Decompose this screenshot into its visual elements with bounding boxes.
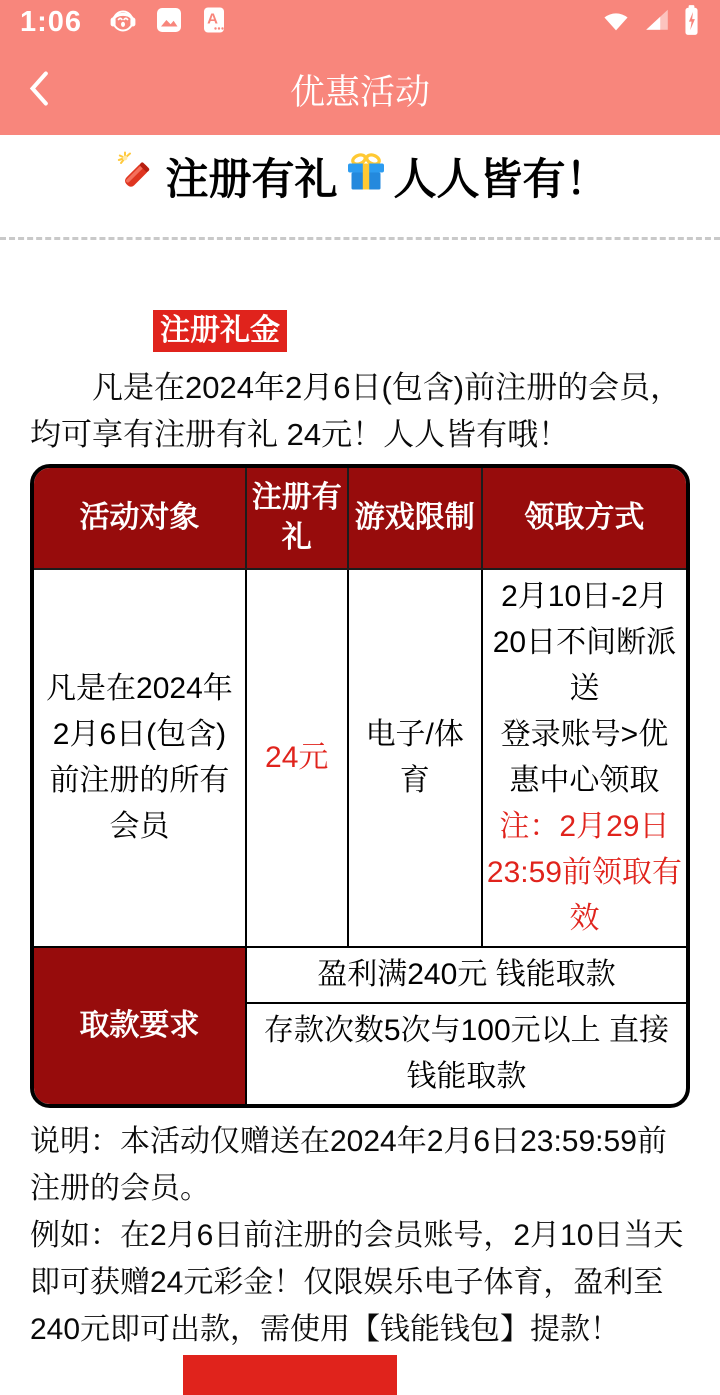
cell-claim-method (482, 569, 686, 947)
page-title: 优惠活动 (289, 73, 430, 112)
promo-table (30, 464, 690, 1108)
firecracker-icon (114, 149, 162, 211)
intro-paragraph: 凡是在2024年2月6日(包含)前注册的会员，均可享有注册有礼 24元！人人皆有哦！ (30, 370, 682, 452)
cell-game-limit: 电子/体育 (348, 569, 482, 947)
cell-audience: 凡是在2024年2月6日(包含)前注册的所有会员 (34, 569, 246, 947)
header-claim-method: 领取方式 (482, 468, 686, 569)
status-time: 1:06 (20, 6, 83, 38)
cell-withdraw-req-2: 存款次数5次与100元以上 直接钱能取款 (246, 1003, 686, 1104)
promo-title (0, 149, 720, 211)
header-game-limit: 游戏限制 (348, 468, 482, 569)
voice-assistant-icon (107, 4, 139, 41)
cell-withdraw-req-1: 盈利满240元 钱能取款 (246, 947, 686, 1003)
header-audience: 活动对象 (34, 468, 246, 569)
chevron-left-icon (20, 99, 60, 114)
dashed-divider (0, 237, 720, 240)
table-header-row (34, 468, 686, 569)
gift-icon (342, 149, 390, 211)
battery-charging-icon (683, 4, 700, 41)
claim-line-1: 2月10日-2月20日不间断派送 (492, 580, 677, 705)
back-button[interactable] (14, 61, 66, 120)
promo-title-text-1: 注册有礼 (165, 156, 338, 204)
claim-line-2: 登录账号>优惠中心领取 (500, 718, 669, 797)
svg-text:A: A (207, 10, 218, 28)
table-body-row (34, 569, 686, 947)
note-example: 例如：在2月6日前注册的会员账号，2月10日当天即可获赠24元彩金！仅限娱乐电子体育，盈利至240元即可出款，需使用【钱能钱包】提款！ (30, 1219, 684, 1346)
wifi-icon (601, 5, 631, 40)
withdraw-row-1 (34, 947, 686, 1003)
status-bar (0, 0, 720, 45)
promo-title-text-2: 人人皆有！ (393, 156, 609, 204)
partial-section-badge (183, 1355, 397, 1395)
promo-content (0, 149, 720, 1395)
note-description: 说明：本活动仅赠送在2024年2月6日23:59:59前注册的会员。 (30, 1125, 667, 1205)
section-badge: 注册礼金 (153, 310, 287, 352)
gallery-icon (154, 5, 184, 40)
letter-a-icon (199, 5, 229, 40)
header-gift: 注册有礼 (246, 468, 348, 569)
app-header (0, 45, 720, 135)
cellular-signal-icon (643, 6, 671, 39)
top-area (0, 0, 720, 135)
claim-note: 注：2月29日23:59前领取有效 (486, 810, 682, 935)
cell-gift-amount: 24元 (246, 569, 348, 947)
cell-withdraw-label: 取款要求 (34, 947, 246, 1104)
